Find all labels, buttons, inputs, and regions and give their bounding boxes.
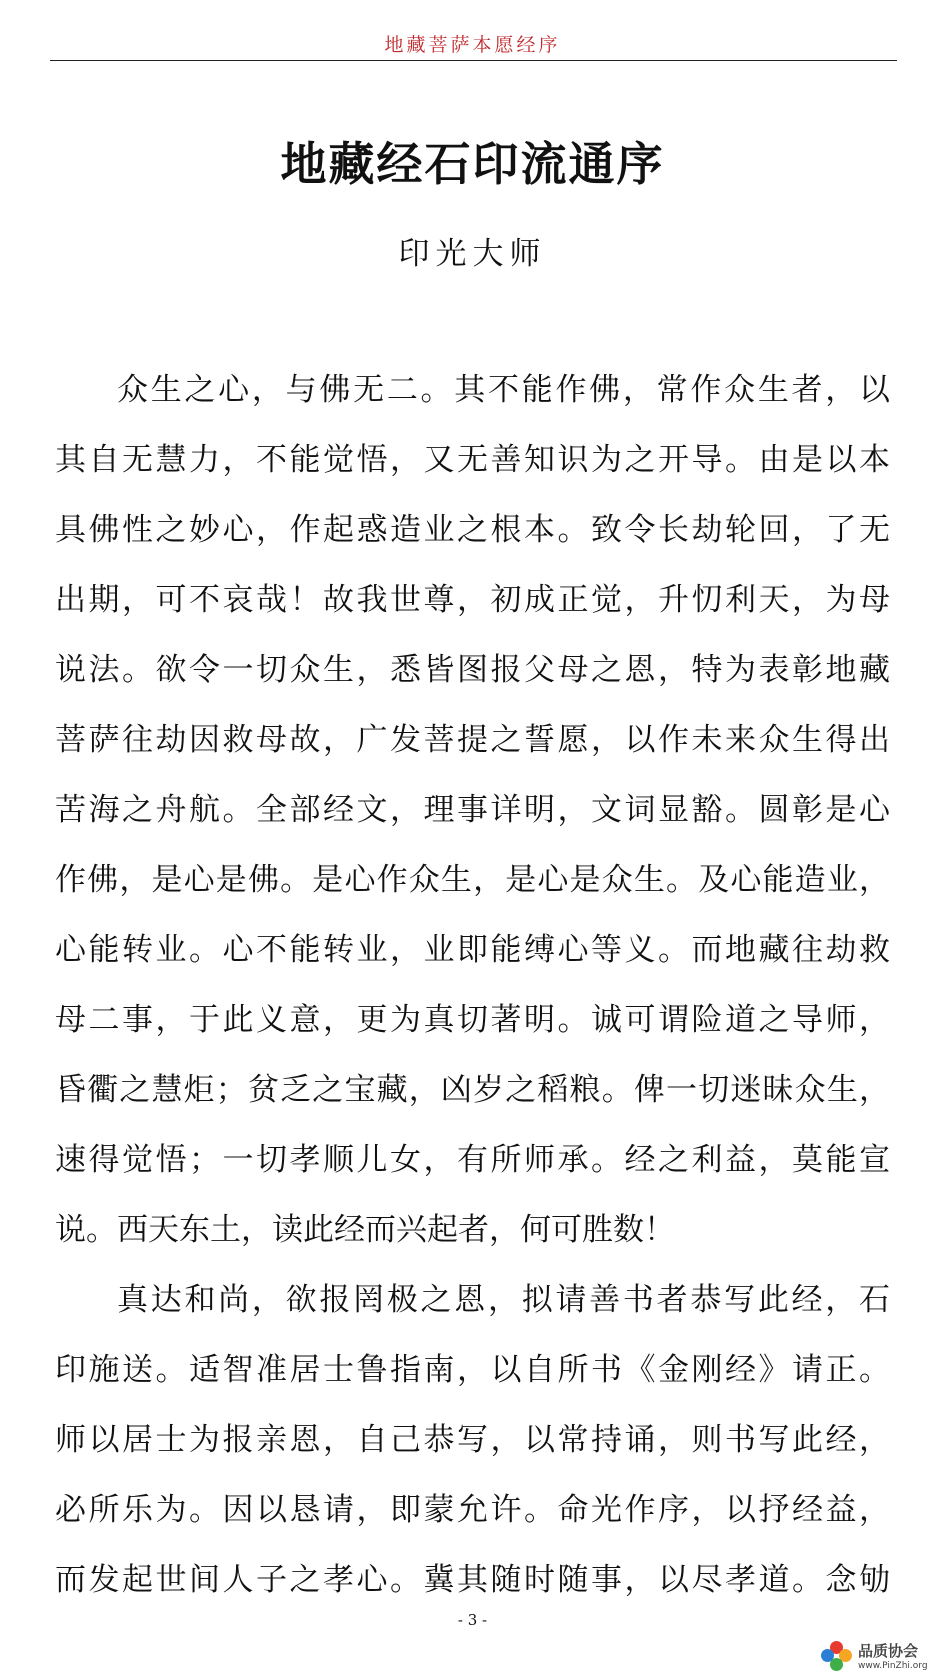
watermark — [820, 1640, 928, 1674]
text-line: 出期，可不哀哉！故我世尊，初成正觉，升忉利天，为母 — [55, 582, 890, 618]
text-line: 说。西天东土，读此经而兴起者，何可胜数！ — [55, 1212, 675, 1248]
text-line: 真达和尚，欲报罔极之恩，拟请善书者恭写此经，石 — [117, 1282, 890, 1318]
text-line: 作佛，是心是佛。是心作众生，是心是众生。及心能造业， — [55, 862, 890, 898]
text-line: 必所乐为。因以恳请，即蒙允许。命光作序，以抒经益， — [55, 1492, 890, 1528]
text-line: 昏衢之慧炬；贫乏之宝藏，凶岁之稻粮。俾一切迷昧众生， — [55, 1072, 890, 1108]
text-line: 母二事，于此义意，更为真切著明。诚可谓险道之导师， — [55, 1002, 890, 1038]
document-title: 地藏经石印流通序 — [280, 137, 665, 191]
text-line: 众生之心，与佛无二。其不能作佛，常作众生者，以 — [117, 372, 890, 408]
text-line: 说法。欲令一切众生，悉皆图报父母之恩，特为表彰地藏 — [55, 652, 890, 688]
watermark-name: 品质协会 — [858, 1641, 919, 1660]
text-line: 菩萨往劫因救母故，广发菩提之誓愿，以作未来众生得出 — [55, 722, 890, 758]
text-line: 其自无慧力，不能觉悟，又无善知识为之开导。由是以本 — [55, 442, 890, 478]
text-line: 心能转业。心不能转业，业即能缚心等义。而地藏往劫救 — [55, 932, 890, 968]
header-divider — [50, 60, 897, 61]
running-header: 地藏菩萨本愿经序 — [384, 34, 561, 56]
flower-logo-icon — [820, 1640, 854, 1674]
text-line: 而发起世间人子之孝心。冀其随时随事，以尽孝道。念劬 — [55, 1562, 890, 1598]
page-number: - 3 - — [457, 1611, 488, 1629]
watermark-url: www.PinZhi.org — [858, 1660, 928, 1671]
document-author: 印光大师 — [398, 236, 547, 272]
text-line: 师以居士为报亲恩，自己恭写，以常持诵，则书写此经， — [55, 1422, 890, 1458]
text-line: 具佛性之妙心，作起惑造业之根本。致令长劫轮回，了无 — [55, 512, 890, 548]
text-line: 印施送。适智准居士鲁指南，以自所书《金刚经》请正。 — [55, 1352, 890, 1388]
body-text — [55, 355, 890, 1615]
text-line: 苦海之舟航。全部经文，理事详明，文词显豁。圆彰是心 — [55, 792, 890, 828]
text-line: 速得觉悟；一切孝顺儿女，有所师承。经之利益，莫能宣 — [55, 1142, 890, 1178]
